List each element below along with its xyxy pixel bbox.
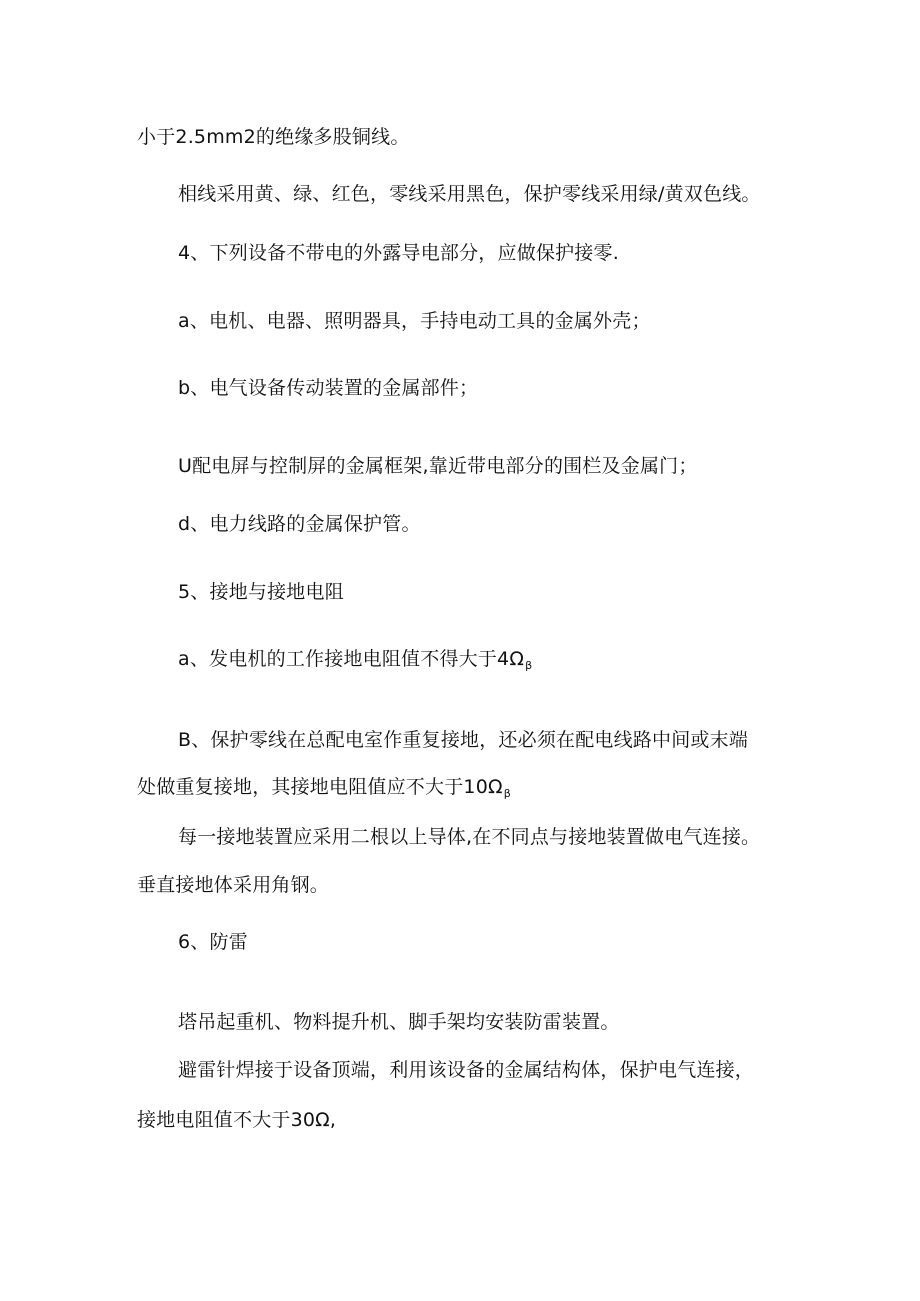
text-line: a、电机、电器、照明器具，手持电动工具的金属外壳；: [178, 310, 651, 332]
text-line: d、电力线路的金属保护管。: [178, 513, 421, 535]
text-line: [137, 774, 511, 807]
text-line-main: a、发电机的工作接地电阻值不得大于4Ω: [178, 648, 525, 670]
text-line: 4、下列设备不带电的外露导电部分，应做保护接零.: [178, 242, 619, 264]
text-line: 接地电阻值不大于30Ω,: [137, 1109, 337, 1131]
text-line: 避雷针焊接于设备顶端，利用该设备的金属结构体，保护电气连接，: [178, 1059, 755, 1081]
text-line: [178, 646, 532, 679]
text-line: 垂直接地体采用角钢。: [137, 874, 330, 896]
text-line: B、保护零线在总配电室作重复接地，还必须在配电线路中间或末端: [178, 729, 749, 751]
text-line: 塔吊起重机、物料提升机、脚手架均安装防雷装置。: [178, 1011, 620, 1033]
text-line: U配电屏与控制屏的金属框架,靠近带电部分的围栏及金属门；: [178, 455, 698, 477]
text-line: 每一接地装置应采用二根以上导体,在不同点与接地装置做电气连接。: [178, 826, 761, 848]
text-line-main: 处做重复接地，其接地电阻值应不大于10Ω: [137, 776, 503, 798]
section-heading: 6、防雷: [178, 931, 248, 953]
text-line: 相线采用黄、绿、红色，零线采用黑色，保护零线采用绿/黄双色线。: [178, 183, 761, 205]
subscript: β: [503, 787, 511, 800]
section-heading: 5、接地与接地电阻: [178, 581, 344, 603]
text-line: b、电气设备传动装置的金属部件；: [178, 377, 479, 399]
text-line: 小于2.5mm2的绝缘多股铜线。: [137, 126, 410, 148]
subscript: β: [525, 659, 533, 672]
